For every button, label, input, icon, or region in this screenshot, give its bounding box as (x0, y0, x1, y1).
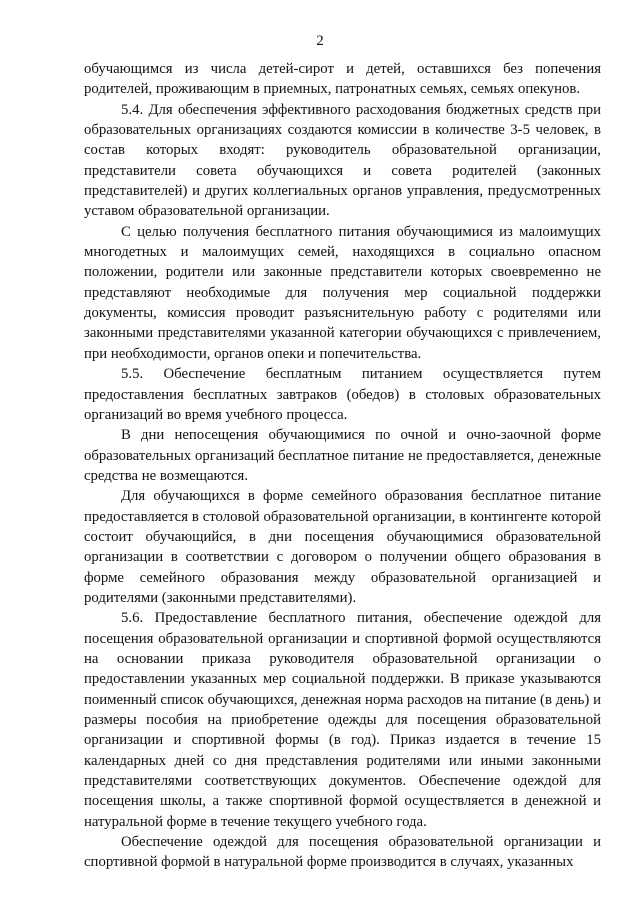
paragraph-clothing-provision: Обеспечение одеждой для посещения образовательной организации и спортивной формой в натуральной форме производится в случаях, указанных (84, 834, 601, 871)
paragraph-non-attendance: В дни непосещения обучающимися по очной и очно-заочной форме образовательных организаций бесплатное питание не предоставляется, денежные средства не возмещаются. (84, 427, 601, 484)
paragraph-5-5: 5.5. Обеспечение бесплатным питанием осуществляется путем предоставления бесплатных завтраков (обедов) в столовых образовательных организаций во время учебного процесса. (84, 366, 601, 423)
paragraph-5-4: 5.4. Для обеспечения эффективного расходования бюджетных средств при образовательных организациях создаются комиссии в количестве 3-5 человек, в состав которых входят: руководитель образовательной организации, представители совета обучающихся и совета родителей (законных представителей) и других коллегиальных органов управления, предусмотренных уставом образовательной организации. (84, 101, 601, 220)
page-number: 2 (316, 33, 324, 49)
paragraph-free-meals-purpose: С целью получения бесплатного питания обучающимися из малоимущих многодетных и малоимущих семей, находящихся в социально опасном положении, родители или законные представители которых своевременно не представляют необходимые для получения мер социальной поддержки документы, комиссия проводит разъяснительную работу с родителями или законными представителями указанной категории обучающихся с привлечением, при необходимости, органов опеки и попечительства. (84, 223, 601, 362)
paragraph-5-6: 5.6. Предоставление бесплатного питания, обеспечение одеждой для посещения образовательной организации и спортивной формой осуществляются на основании приказа руководителя образовательной организации о предоставлении указанных мер социальной поддержки. В приказе указываются поименный список обучающихся, денежная норма расходов на питание (в день) и размеры пособия на приобретение одежды для посещения образовательной организации и спортивной формы (в год). Приказ издается в течение 15 календарных дней со дня представления родителями или иными законными представителями соответствующих документов. Обеспечение одеждой для посещения школы, а также спортивной формой осуществляется в денежной и натуральной форме в течение текущего учебного года. (84, 610, 601, 830)
paragraph-continuation: обучающимся из числа детей-сирот и детей, оставшихся без попечения родителей, проживающим в приемных, патронатных семьях, семьях опекунов. (84, 61, 601, 98)
paragraph-family-education: Для обучающихся в форме семейного образования бесплатное питание предоставляется в столовой образовательной организации, в контингенте которой состоит обучающийся, в дни посещения обучающимися образовательной организации в соответствии с договором о получении общего образования в форме семейного образования между образовательной организацией и родителями (законными представителями). (84, 488, 601, 606)
document-body (84, 59, 601, 873)
